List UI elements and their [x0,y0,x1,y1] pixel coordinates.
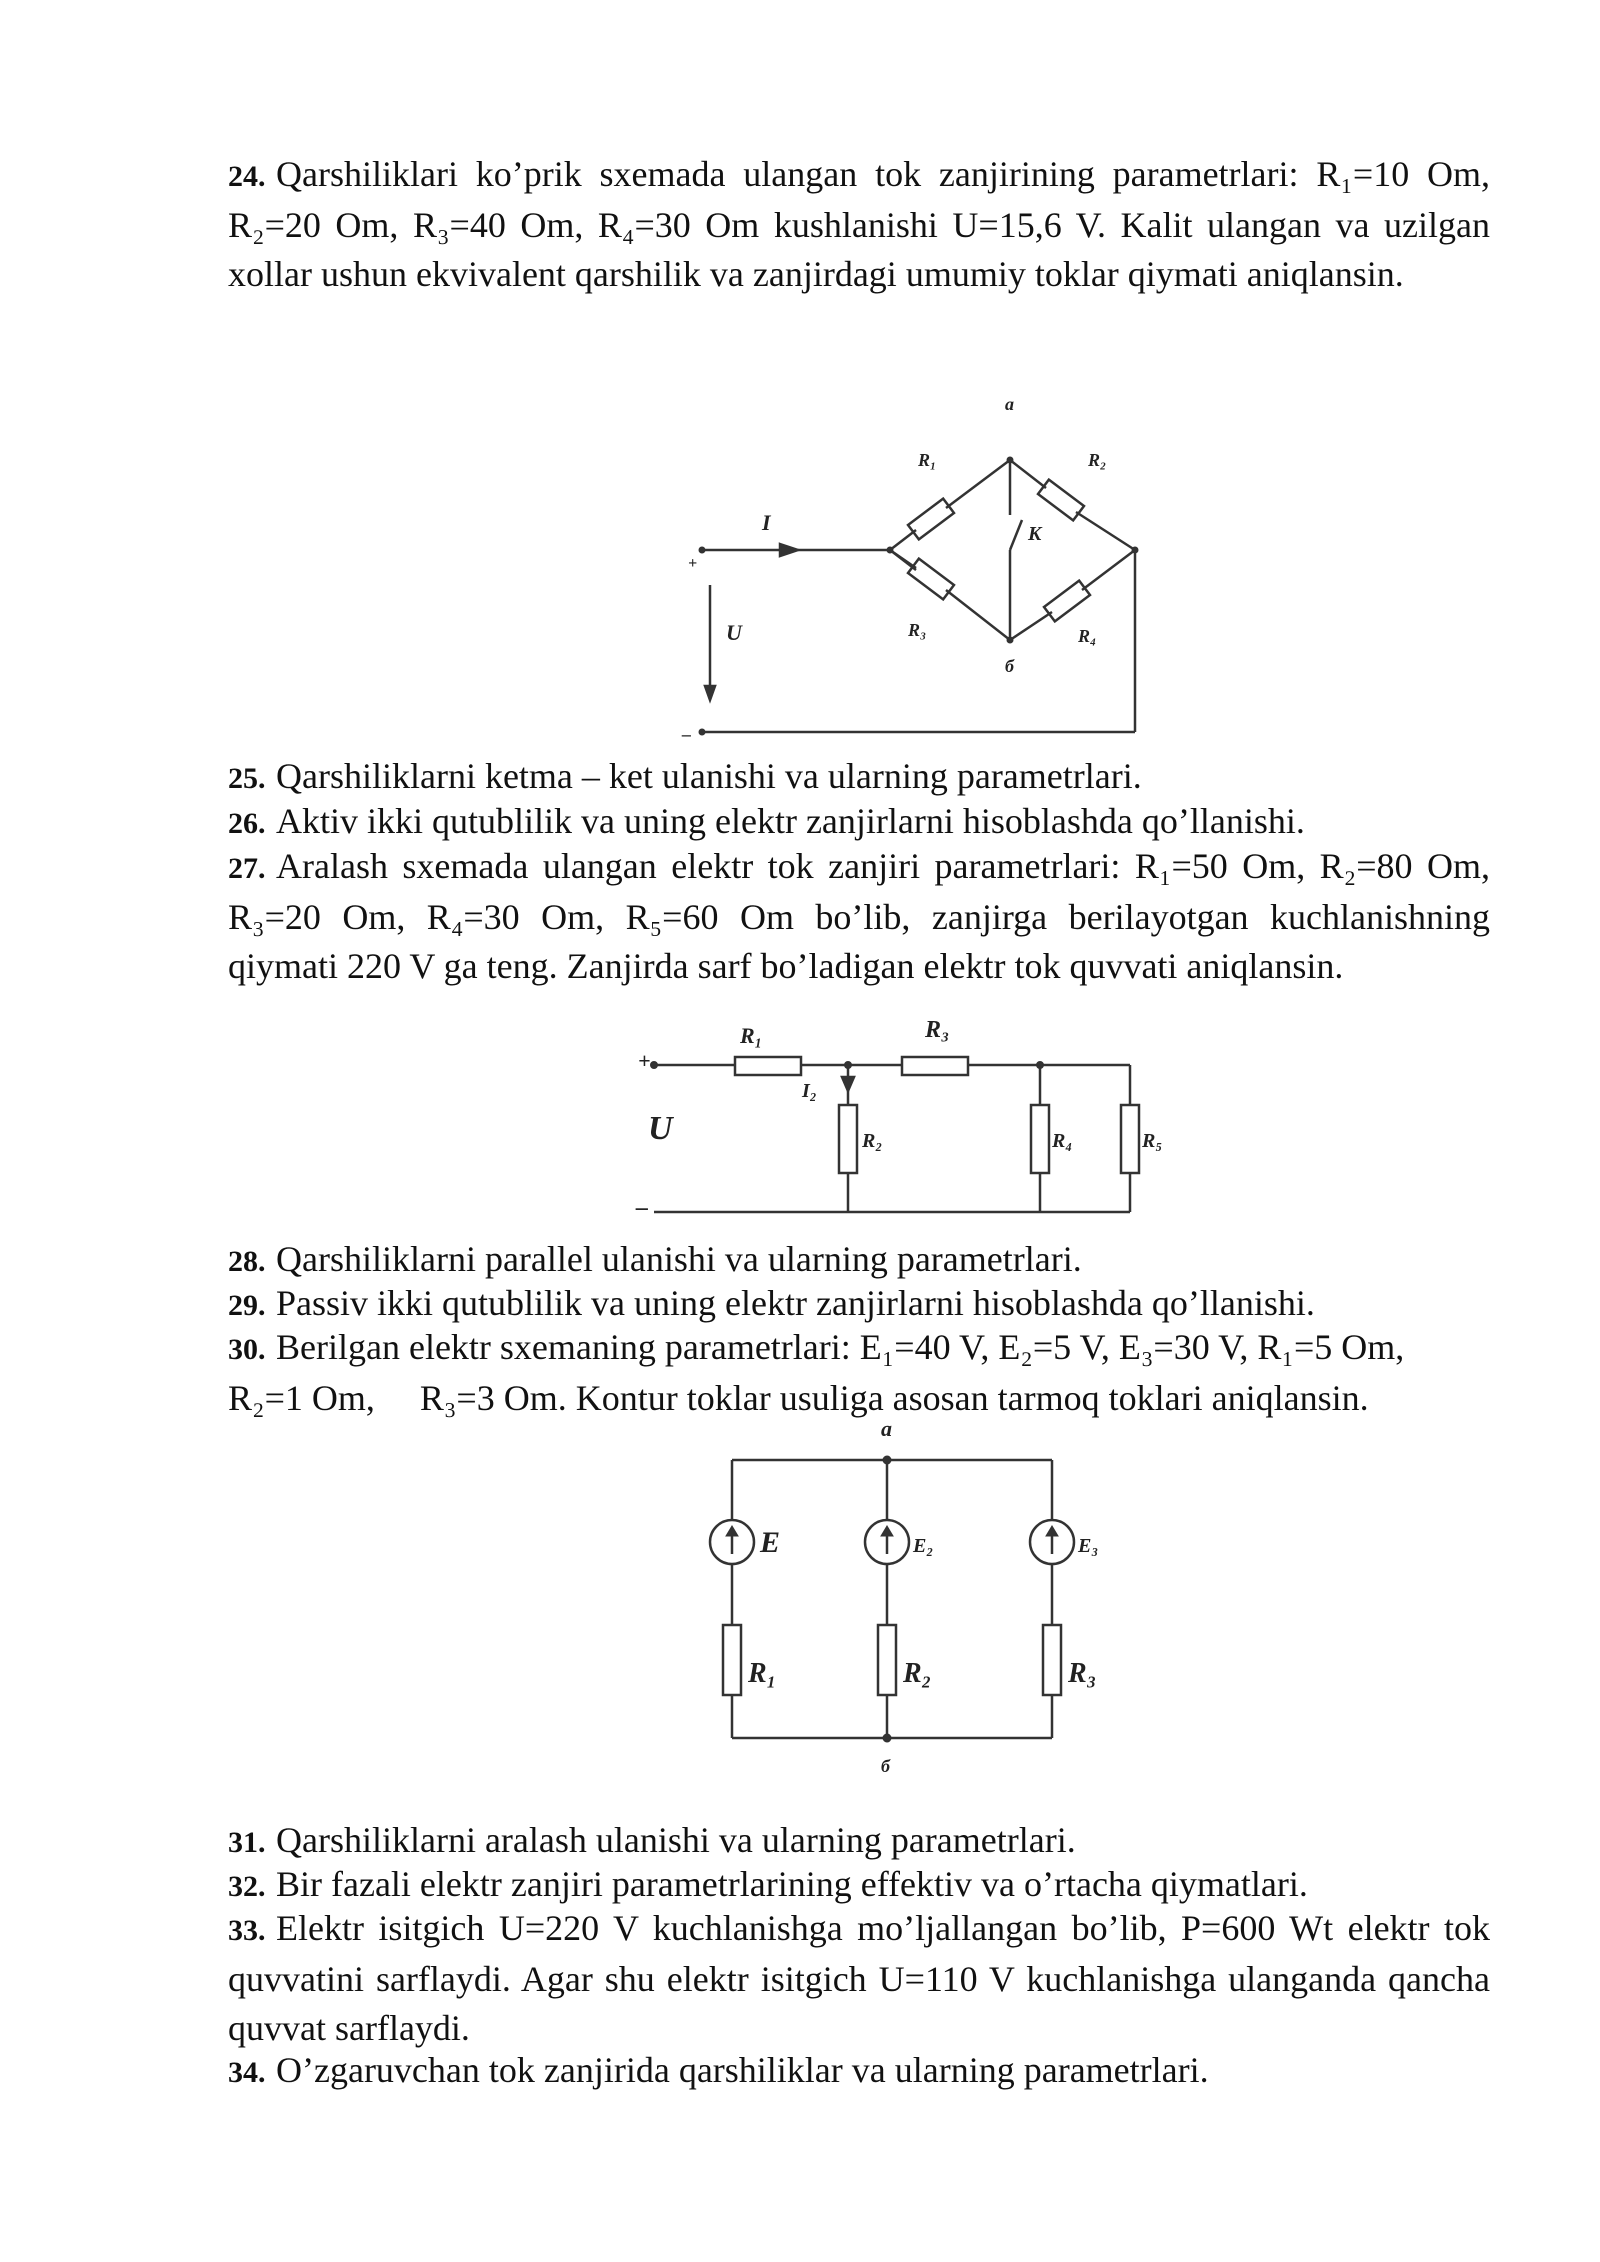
question-27 [228,842,1490,991]
switch-k-label: K [1028,523,1042,545]
r2-label: R₂ [903,1658,932,1689]
question-text: Bir fazali elektr zanjiri parametrlarining effektiv va o’rtacha qiymatlari. [276,1864,1308,1904]
r5-label: R₅ [1142,1130,1163,1152]
r3-label: R₃ [1068,1658,1097,1689]
question-text: Elektr isitgich U=220 V kuchlanishga mo’ljallangan bo’lib, P=600 Wt elektr tok quvvatini sarflaydi. Agar shu elektr isitgich U=110 V kuchlanishga ulanganda qancha quvvat sarflaydi. [228,1908,1490,2048]
node-a-label: a [881,1416,892,1441]
question-number: 31. [228,1826,266,1859]
question-number: 34. [228,2056,266,2089]
question-25 [228,752,1490,803]
question-33 [228,1904,1490,2053]
question-text: Qarshiliklarni parallel ulanishi va ularning parametrlari. [276,1239,1082,1279]
mixed-circuit-diagram [630,1005,1210,1235]
e3-label: E₃ [1078,1535,1099,1557]
e1-label: E [760,1526,781,1559]
question-30 [228,1323,1490,1423]
question-number: 27. [228,852,266,885]
question-number: 25. [228,762,266,795]
question-text: Passiv ikki qutublilik va uning elektr zanjirlarni hisoblashda qo’llanishi. [276,1283,1315,1323]
minus-terminal-label: – [636,1195,648,1221]
r3-label: R₃ [908,620,927,640]
question-34 [228,2046,1490,2097]
r4-label: R₄ [1052,1130,1073,1152]
question-number: 24. [228,160,266,193]
minus-terminal-label: – [682,724,691,744]
node-a-label: a [1005,394,1014,414]
question-text-line1: Berilgan elektr sxemaning parametrlari: E₁=40 V, E₂=5 V, E₃=30 V, R₁=5 Om, [276,1327,1405,1367]
question-text: O’zgaruvchan tok zanjirida qarshiliklar va ularning parametrlari. [276,2050,1209,2090]
question-text-line2: R₂=1 Om, R₃=3 Om. Kontur toklar usuliga asosan tarmoq toklari aniqlansin. [228,1378,1369,1418]
node-b-label: б [881,1756,890,1776]
plus-terminal-label: + [638,1048,651,1073]
question-text: Qarshiliklari ko’prik sxemada ulangan tok zanjirining parametrlari: R₁=10 Om, R₂=20 Om, R₃=40 Om, R₄=30 Om kushlanishi U=15,6 V. Kalit ulangan va uzilgan xollar ushun ekvivalent qarshilik va zanjirdagi umumiy toklar qiymati aniqlansin. [228,154,1490,294]
question-number: 30. [228,1333,266,1366]
voltage-u-label: U [648,1110,673,1147]
r1-label: R₁ [740,1023,763,1048]
plus-terminal-label: + [688,555,698,572]
emf-circuit-diagram [690,1410,1120,1790]
e2-label: E₂ [913,1535,934,1557]
r1-label: R₁ [918,450,937,470]
node-b-label: б [1005,656,1014,676]
r3-label: R₃ [925,1017,950,1043]
question-number: 29. [228,1289,266,1322]
question-number: 26. [228,807,266,840]
question-text: Aralash sxemada ulangan elektr tok zanjiri parametrlari: R₁=50 Om, R₂=80 Om, R₃=20 Om, R₄=30 Om, R₅=60 Om bo’lib, zanjirga berilayotgan kuchlanishning qiymati 220 V ga teng. Zanjirda sarf bo’ladigan elektr tok quvvati aniqlansin. [228,846,1490,986]
r1-label: R₁ [748,1658,777,1689]
current-i2-label: I₂ [802,1080,817,1102]
question-number: 32. [228,1870,266,1903]
question-number: 33. [228,1914,266,1947]
question-text: Qarshiliklarni aralash ulanishi va ularning parametrlari. [276,1820,1076,1860]
voltage-u-label: U [726,620,742,645]
r4-label: R₄ [1078,626,1097,646]
current-i-label: I [762,510,771,535]
question-24 [228,150,1490,299]
r2-label: R₂ [862,1130,883,1152]
r2-label: R₂ [1088,450,1107,470]
question-26 [228,797,1490,848]
question-text: Aktiv ikki qutublilik va uning elektr zanjirlarni hisoblashda qo’llanishi. [276,801,1305,841]
question-number: 28. [228,1245,266,1278]
bridge-circuit-diagram [680,390,1180,750]
question-text: Qarshiliklarni ketma – ket ulanishi va ularning parametrlari. [276,756,1142,796]
